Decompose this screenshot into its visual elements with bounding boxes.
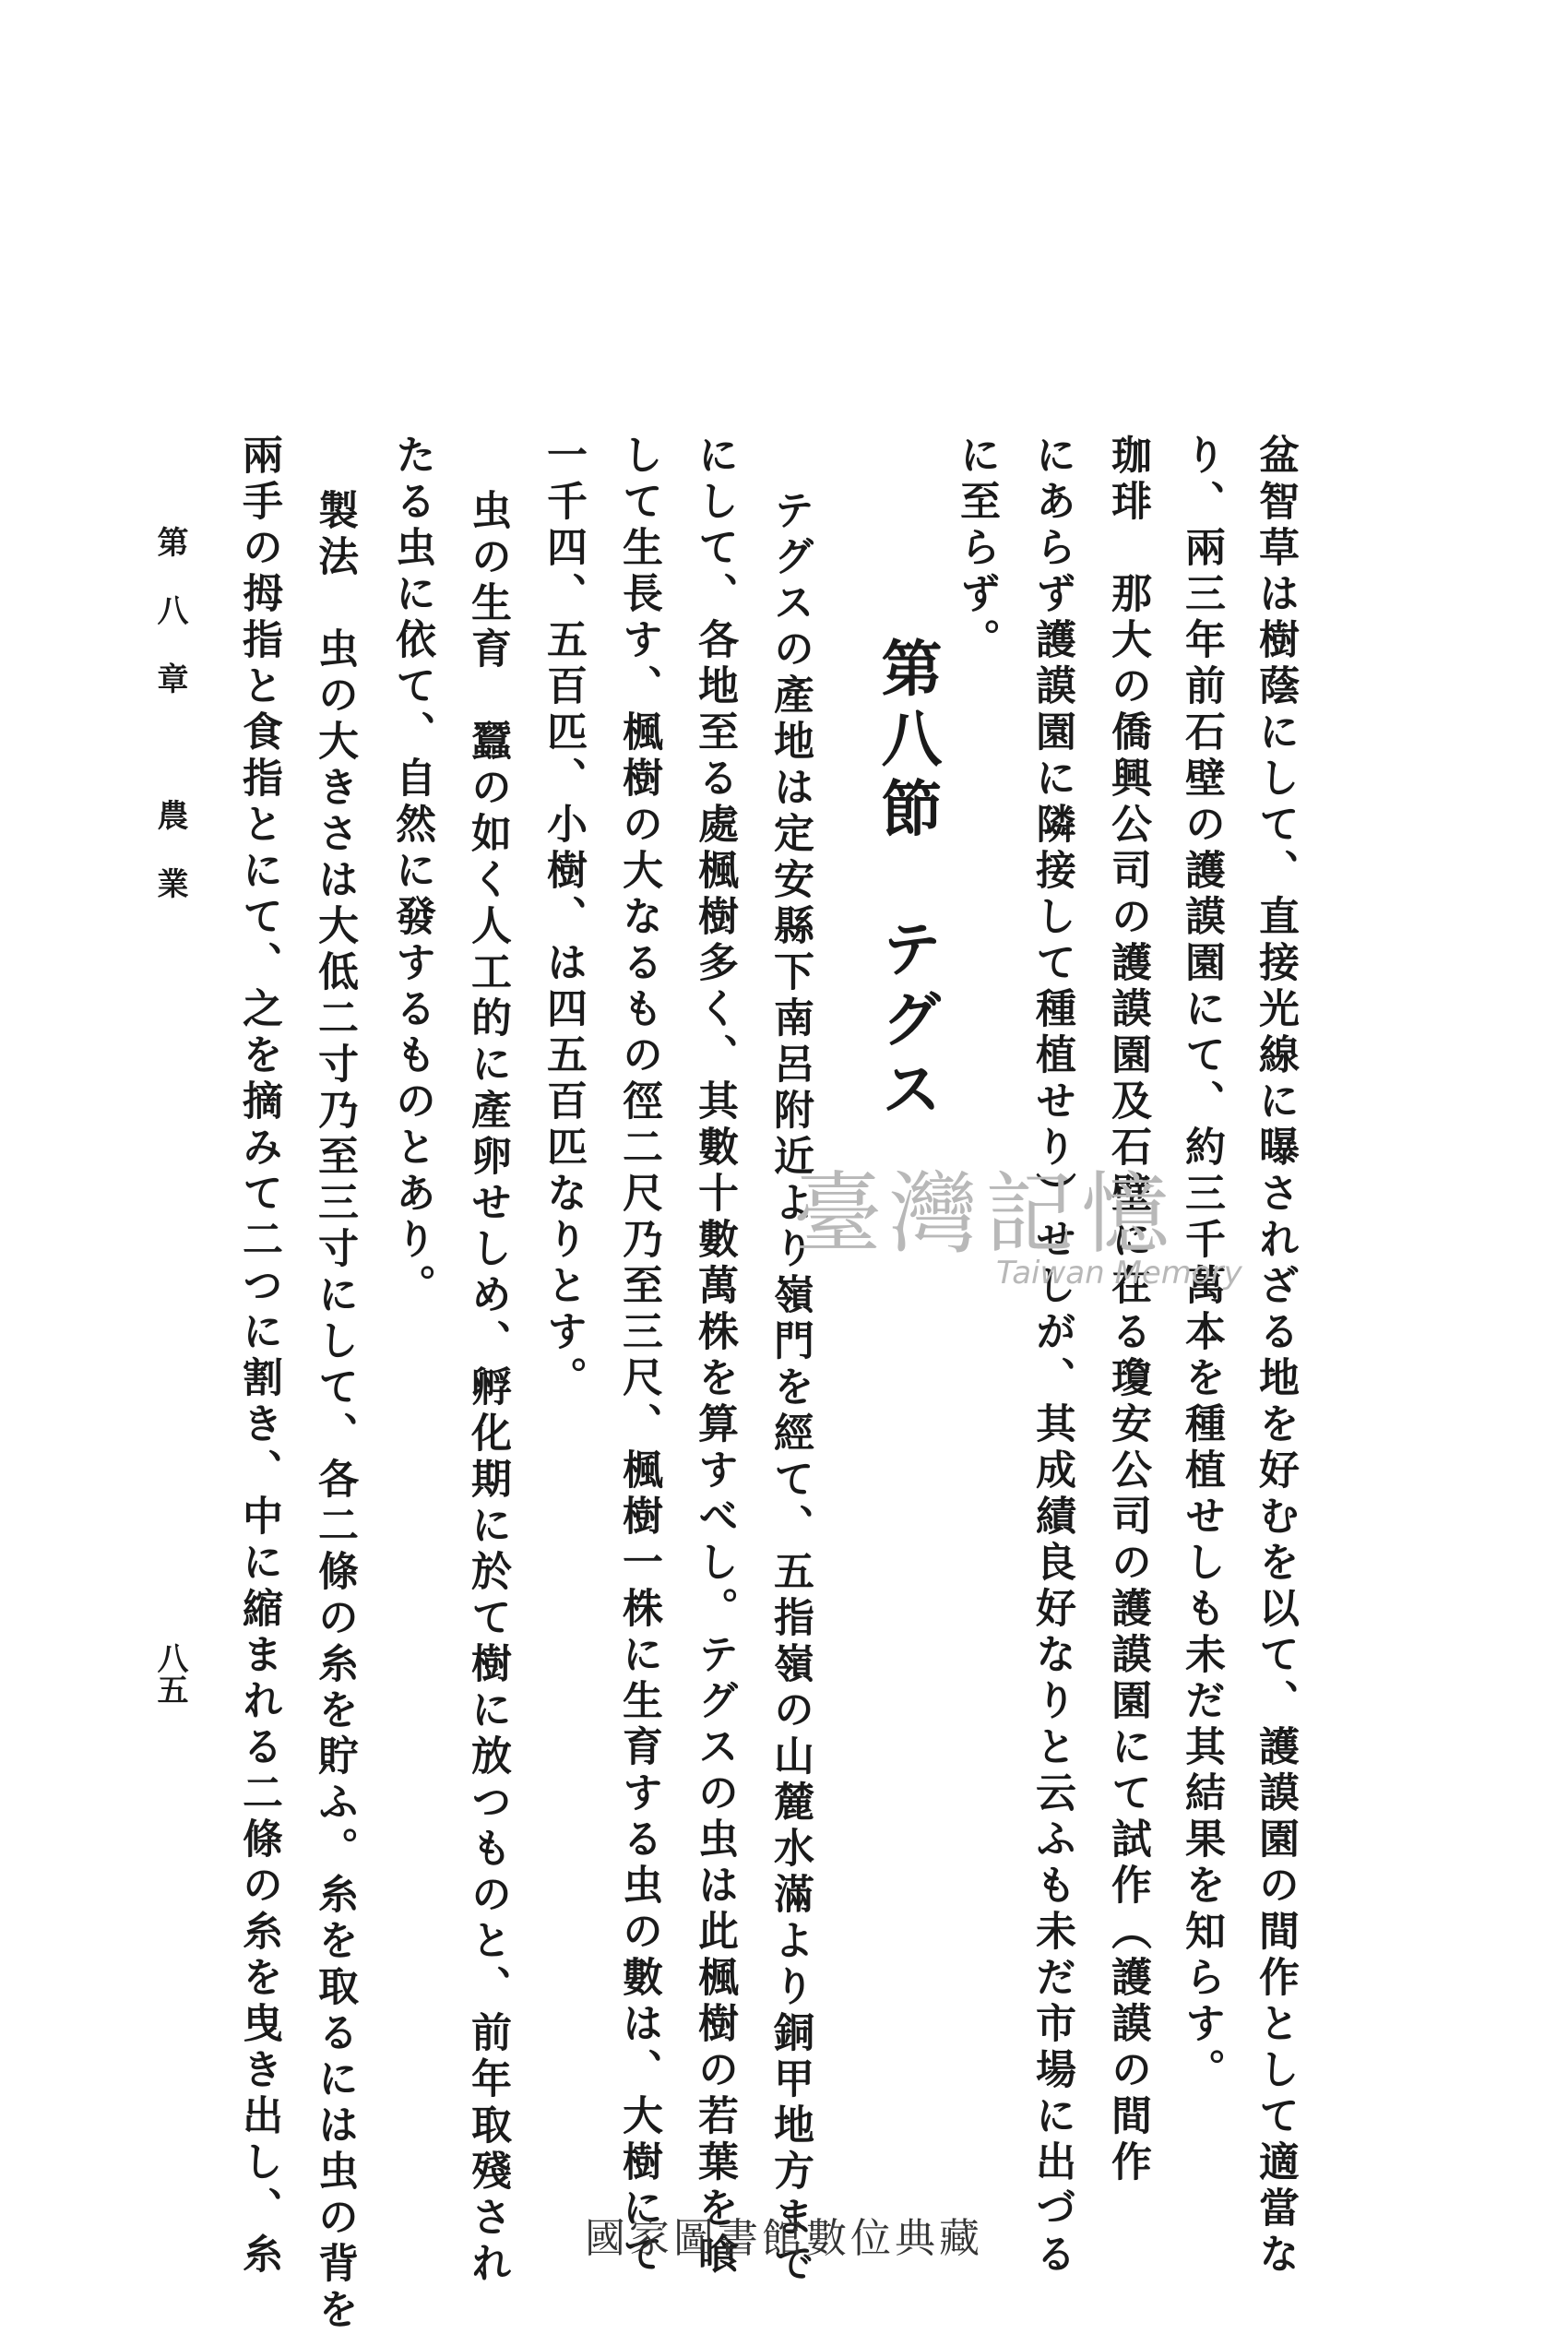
watermark-logo-en: Taiwan Memory: [996, 1255, 1242, 1292]
text-column-13: 兩手の拇指と食指とにて、之を摘みて二つに割き、中に縮まれる二條の糸を曳き出し、糸: [235, 434, 282, 2279]
text-column-8: して生長す、楓樹の大なるもの徑二尺乃至三尺、楓樹一株に生育する虫の數は、大樹にて: [615, 434, 662, 2279]
text-column-6: テグスの產地は定安縣下南呂附近より嶺門を經て、五指嶺の山麓水滿より銅甲地方まで: [766, 489, 814, 2288]
running-header: 第八章 農業: [151, 526, 188, 935]
text-column-1: 盆智草は樹蔭にして、直接光線に曝されざる地を好むを以て、護謨園の間作として適當な: [1252, 434, 1299, 2279]
text-column-4: にあらず護謨園に隣接して種植せり）せしが、其成績良好なりと云ふも未だ市場に出づる: [1028, 434, 1075, 2279]
text-column-9: 一千四、五百匹、小樹、は四五百匹なりとす。: [540, 434, 587, 1402]
text-column-12: 製法 虫の大きさは大低二寸乃至三寸にして、各二條の糸を貯ふ。糸を取るには虫の背を: [311, 489, 358, 2334]
text-column-3: 珈琲 那大の僑興公司の護謨園及石壁に在る瓊安公司の護謨園にて試作（護謨の間作: [1104, 434, 1151, 2186]
text-column-11: たる虫に依て、自然に發するものとあり。: [388, 434, 435, 1310]
text-column-7: にして、各地至る處楓樹多く、其數十數萬株を算すべし。テグスの虫は此楓樹の若葉を喰: [691, 434, 738, 2279]
text-column-10: 虫の生育 蠶の如く人工的に產卵せしめ、孵化期に於て樹に放つものと、前年取殘され: [464, 489, 511, 2288]
footer-archive-label: 國家圖書館數位典藏: [585, 2215, 983, 2262]
text-column-2: り、兩三年前石壁の護謨園にて、約三千萬本を種植せしも未だ其結果を知らす。: [1178, 434, 1225, 2094]
text-column-5: に至らず。: [953, 434, 1000, 664]
page-number: 八五: [151, 1642, 188, 1705]
section-heading: 第八節 テグス: [871, 637, 943, 1127]
watermark-logo: 臺灣記憶: [793, 1162, 1177, 1266]
